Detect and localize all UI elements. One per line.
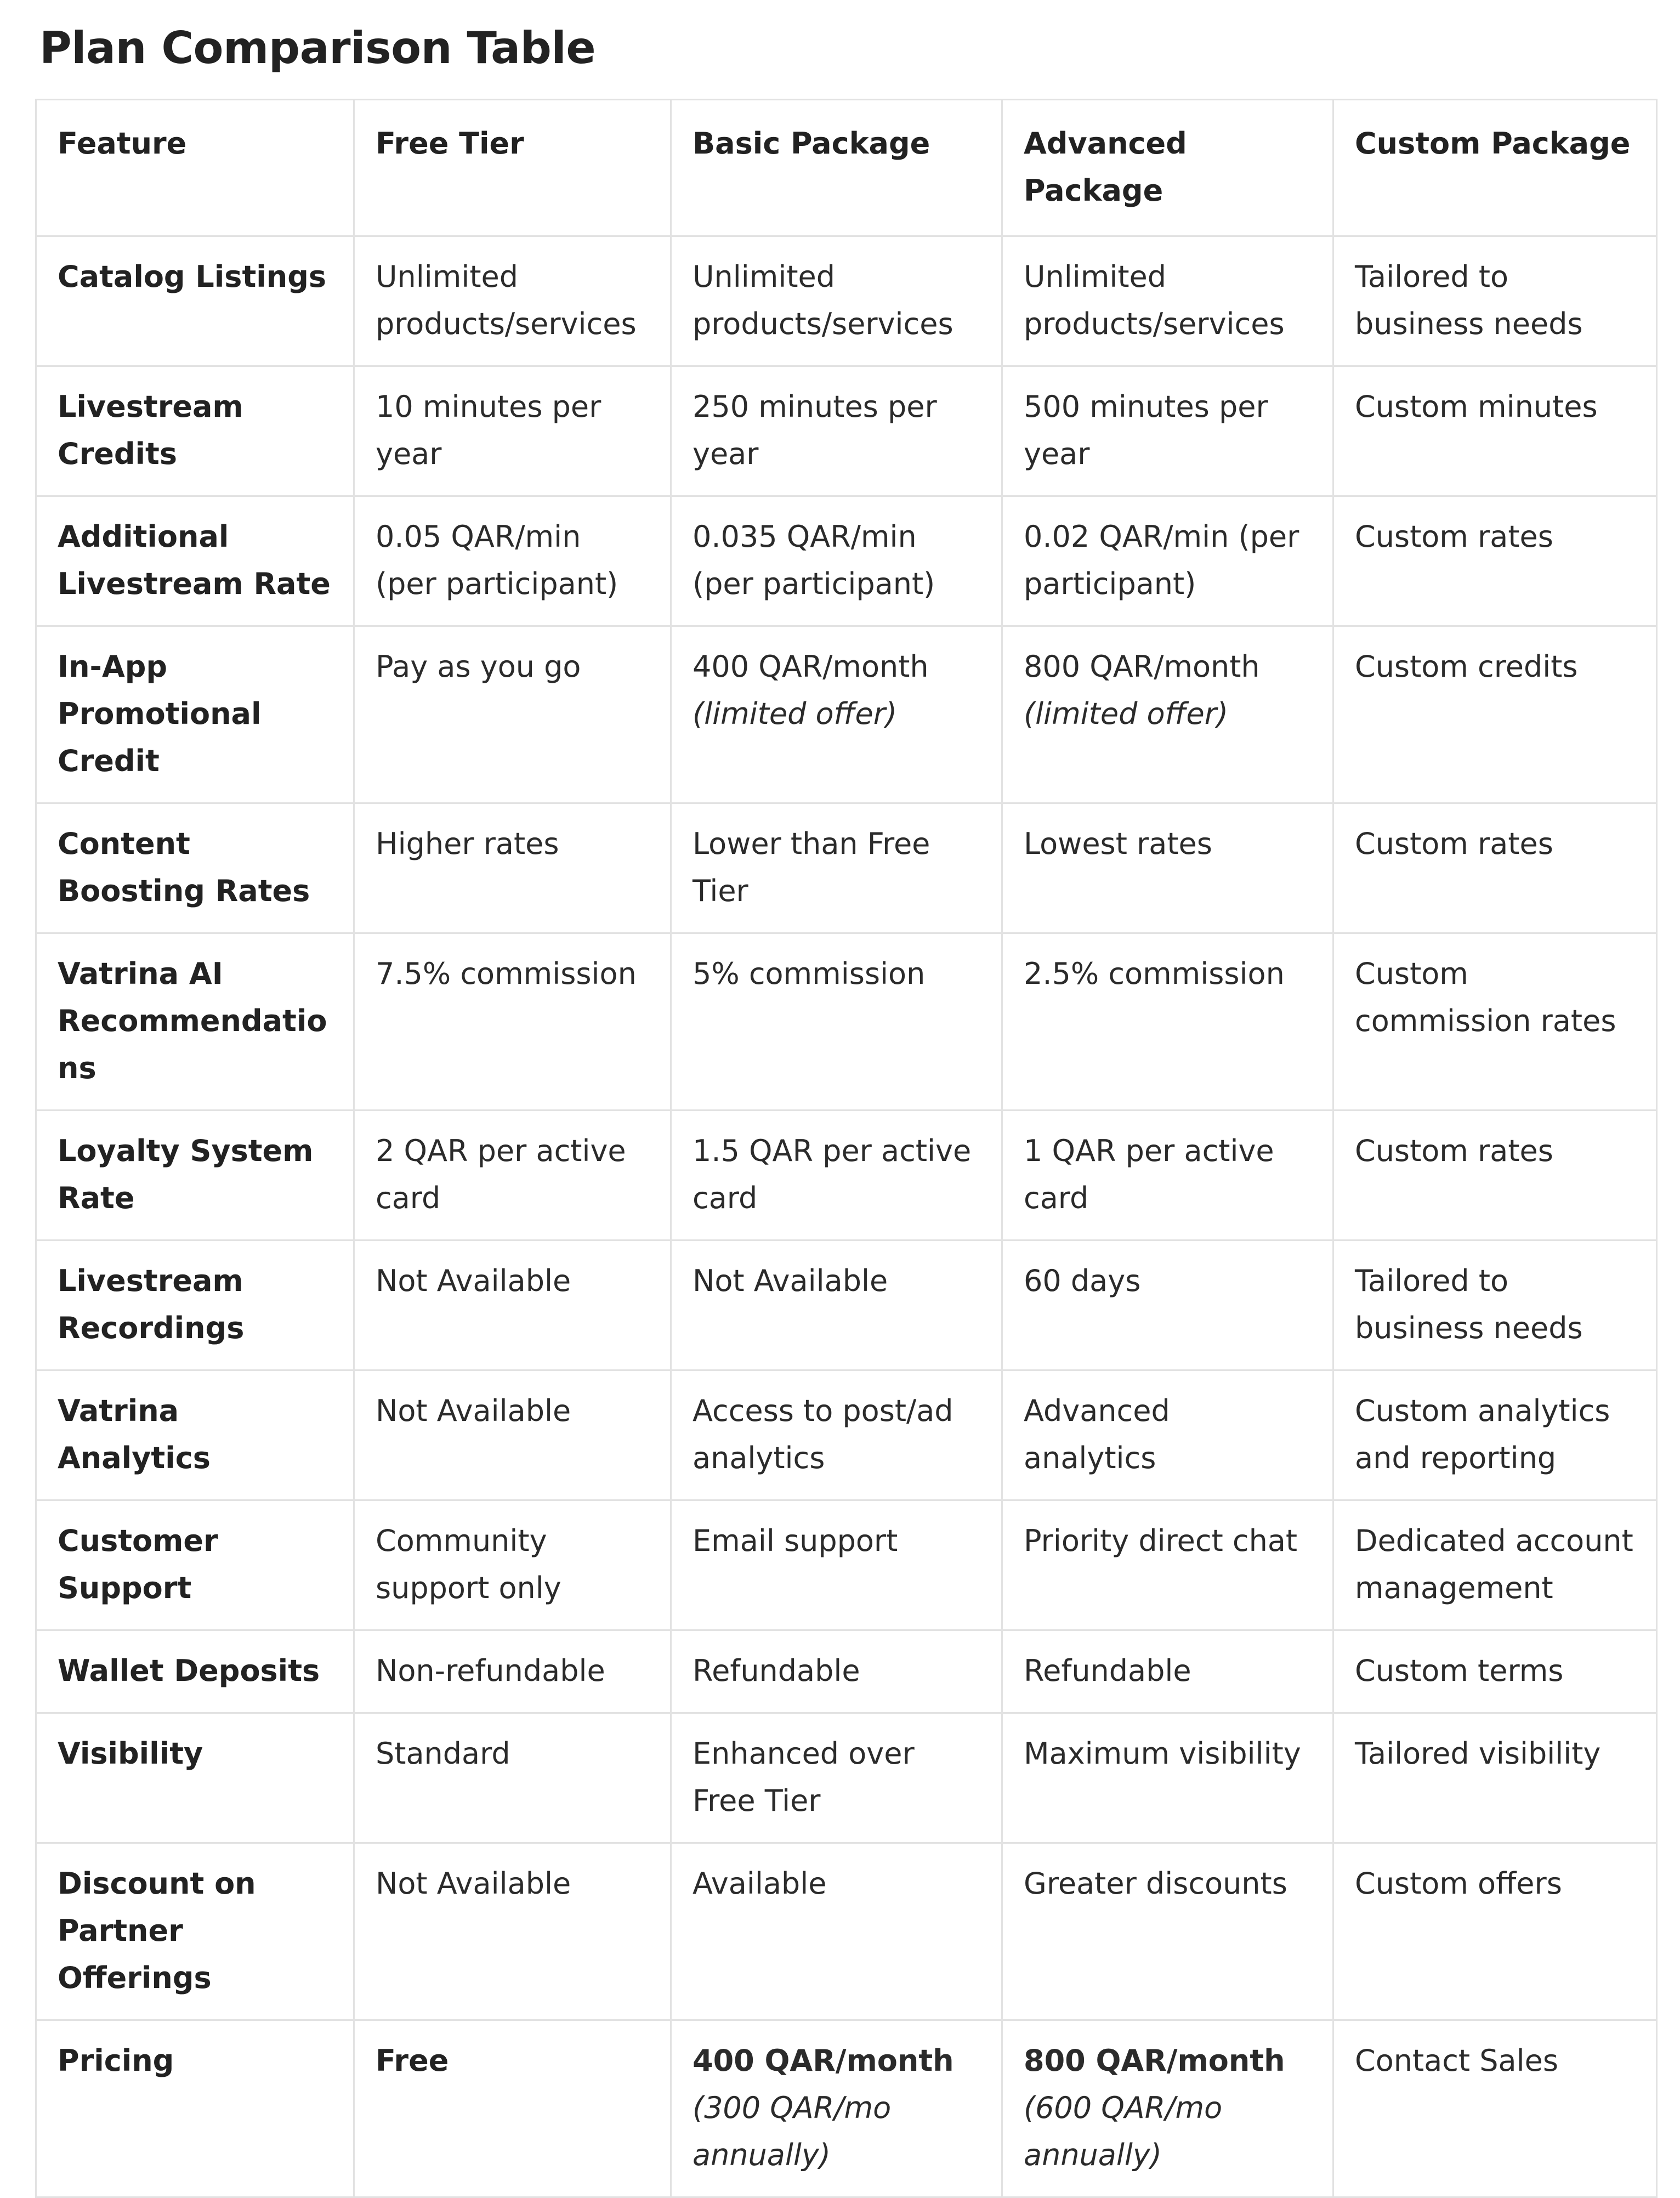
free-tier-cell: Community support only <box>354 1500 671 1630</box>
table-row <box>36 1240 1657 1370</box>
column-header-free-tier: Free Tier <box>354 100 671 236</box>
custom-package-cell: Tailored to business needs <box>1333 1240 1657 1370</box>
basic-package-cell: Available <box>671 1843 1002 2020</box>
feature-cell: Livestream Recordings <box>36 1240 354 1370</box>
basic-package-cell: Lower than Free Tier <box>671 803 1002 933</box>
free-tier-cell: 7.5% commission <box>354 933 671 1111</box>
custom-package-cell: Custom terms <box>1333 1630 1657 1713</box>
basic-package-cell: Refundable <box>671 1630 1002 1713</box>
advanced-offer-note: (limited offer) <box>1024 696 1229 731</box>
custom-package-cell: Custom commission rates <box>1333 933 1657 1111</box>
advanced-package-cell: 500 minutes per year <box>1002 366 1333 496</box>
free-tier-cell: 2 QAR per active card <box>354 1111 671 1240</box>
page-title: Plan Comparison Table <box>39 22 596 73</box>
column-header-feature: Feature <box>36 100 354 236</box>
basic-price-text: 400 QAR/month <box>693 649 929 684</box>
advanced-package-cell: Advanced analytics <box>1002 1370 1333 1500</box>
table-row <box>36 933 1657 1111</box>
table-row <box>36 1500 1657 1630</box>
advanced-package-price-cell <box>1002 2020 1333 2197</box>
feature-cell: Vatrina Analytics <box>36 1370 354 1500</box>
free-tier-cell: Non-refundable <box>354 1630 671 1713</box>
basic-annual-note: (300 QAR/mo annually) <box>693 2091 892 2172</box>
custom-package-cell: Custom rates <box>1333 803 1657 933</box>
table-row <box>36 1370 1657 1500</box>
basic-package-cell: Access to post/ad analytics <box>671 1370 1002 1500</box>
table-header <box>36 100 1657 236</box>
basic-package-cell <box>671 626 1002 803</box>
feature-cell: Content Boosting Rates <box>36 803 354 933</box>
column-header-custom-package: Custom Package <box>1333 100 1657 236</box>
plan-comparison-table <box>35 99 1658 2198</box>
feature-cell: Loyalty System Rate <box>36 1111 354 1240</box>
table-body <box>36 236 1657 2197</box>
plan-comparison-table-wrapper <box>35 99 1656 2198</box>
table-row <box>36 1630 1657 1713</box>
advanced-package-cell: Maximum visibility <box>1002 1713 1333 1843</box>
feature-cell: Wallet Deposits <box>36 1630 354 1713</box>
free-tier-price-cell: Free <box>354 2020 671 2197</box>
advanced-price-text: 800 QAR/month <box>1024 2043 1285 2078</box>
advanced-package-cell: Priority direct chat <box>1002 1500 1333 1630</box>
table-row <box>36 626 1657 803</box>
basic-package-cell: 0.035 QAR/min (per participant) <box>671 496 1002 626</box>
free-tier-cell: Pay as you go <box>354 626 671 803</box>
advanced-package-cell: 60 days <box>1002 1240 1333 1370</box>
advanced-package-cell: Refundable <box>1002 1630 1333 1713</box>
advanced-annual-note: (600 QAR/mo annually) <box>1024 2091 1223 2172</box>
basic-package-price-cell <box>671 2020 1002 2197</box>
advanced-package-cell: 2.5% commission <box>1002 933 1333 1111</box>
free-tier-cell: Not Available <box>354 1240 671 1370</box>
feature-cell: In-App Promotional Credit <box>36 626 354 803</box>
feature-cell: Visibility <box>36 1713 354 1843</box>
basic-price-text: 400 QAR/month <box>693 2043 954 2078</box>
custom-package-cell: Tailored visibility <box>1333 1713 1657 1843</box>
custom-package-cell: Dedicated account management <box>1333 1500 1657 1630</box>
table-row <box>36 366 1657 496</box>
table-row <box>36 1713 1657 1843</box>
custom-package-cell: Custom rates <box>1333 496 1657 626</box>
table-row <box>36 1843 1657 2020</box>
table-row <box>36 236 1657 366</box>
feature-cell: Discount on Partner Offerings <box>36 1843 354 2020</box>
custom-package-price-cell: Contact Sales <box>1333 2020 1657 2197</box>
basic-package-cell: Email support <box>671 1500 1002 1630</box>
advanced-package-cell: 1 QAR per active card <box>1002 1111 1333 1240</box>
basic-package-cell: 5% commission <box>671 933 1002 1111</box>
feature-cell: Additional Livestream Rate <box>36 496 354 626</box>
free-tier-cell: Standard <box>354 1713 671 1843</box>
custom-package-cell: Custom minutes <box>1333 366 1657 496</box>
basic-package-cell: 250 minutes per year <box>671 366 1002 496</box>
free-tier-cell: Unlimited products/services <box>354 236 671 366</box>
basic-package-cell: Unlimited products/services <box>671 236 1002 366</box>
column-header-advanced-package: Advanced Package <box>1002 100 1333 236</box>
feature-cell: Livestream Credits <box>36 366 354 496</box>
feature-cell: Catalog Listings <box>36 236 354 366</box>
free-tier-cell: 10 minutes per year <box>354 366 671 496</box>
feature-cell: Pricing <box>36 2020 354 2197</box>
feature-cell: Vatrina AI Recommendations <box>36 933 354 1111</box>
table-row <box>36 803 1657 933</box>
advanced-price-text: 800 QAR/month <box>1024 649 1260 684</box>
custom-package-cell: Custom analytics and reporting <box>1333 1370 1657 1500</box>
custom-package-cell: Custom credits <box>1333 626 1657 803</box>
advanced-package-cell: Lowest rates <box>1002 803 1333 933</box>
free-tier-cell: 0.05 QAR/min (per participant) <box>354 496 671 626</box>
header-row <box>36 100 1657 236</box>
column-header-basic-package: Basic Package <box>671 100 1002 236</box>
advanced-package-cell: Greater discounts <box>1002 1843 1333 2020</box>
advanced-package-cell: 0.02 QAR/min (per participant) <box>1002 496 1333 626</box>
free-tier-cell: Higher rates <box>354 803 671 933</box>
basic-package-cell: Not Available <box>671 1240 1002 1370</box>
feature-cell: Customer Support <box>36 1500 354 1630</box>
table-row <box>36 1111 1657 1240</box>
advanced-package-cell: Unlimited products/services <box>1002 236 1333 366</box>
custom-package-cell: Tailored to business needs <box>1333 236 1657 366</box>
custom-package-cell: Custom offers <box>1333 1843 1657 2020</box>
custom-package-cell: Custom rates <box>1333 1111 1657 1240</box>
basic-package-cell: Enhanced over Free Tier <box>671 1713 1002 1843</box>
table-row <box>36 496 1657 626</box>
advanced-package-cell <box>1002 626 1333 803</box>
basic-package-cell: 1.5 QAR per active card <box>671 1111 1002 1240</box>
free-tier-cell: Not Available <box>354 1370 671 1500</box>
basic-offer-note: (limited offer) <box>693 696 898 731</box>
free-tier-cell: Not Available <box>354 1843 671 2020</box>
table-row-pricing <box>36 2020 1657 2197</box>
